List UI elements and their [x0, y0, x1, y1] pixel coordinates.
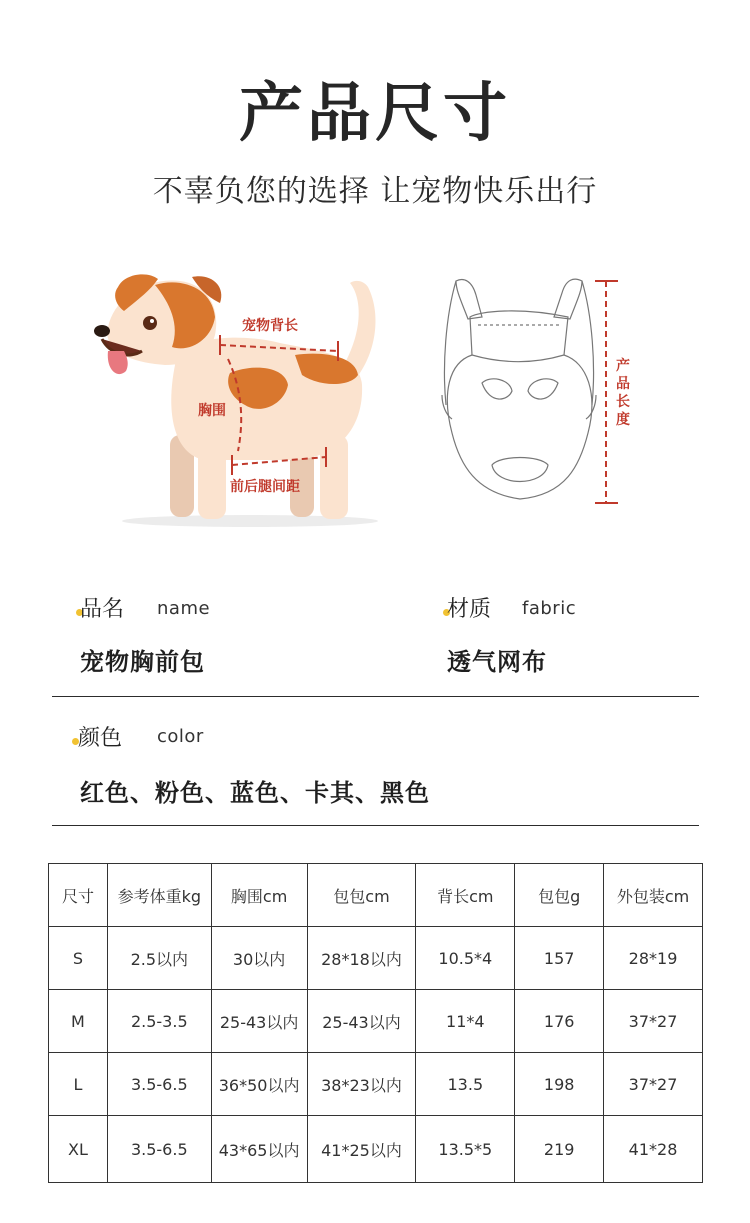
table-cell: 13.5: [416, 1053, 515, 1116]
size-illustration: [80, 255, 680, 545]
table-cell: 38*23以内: [307, 1053, 416, 1116]
bag-length-char-1: 产: [616, 358, 630, 374]
page-subtitle: 不辜负您的选择 让宠物快乐出行: [152, 174, 598, 209]
name-label-en: name: [157, 598, 211, 619]
table-row: [49, 1053, 703, 1116]
fabric-label-en: fabric: [522, 598, 577, 619]
page-title: 产品尺寸: [239, 77, 511, 151]
table-cell: 10.5*4: [416, 927, 515, 990]
table-cell: 30以内: [211, 927, 307, 990]
divider-1: [52, 696, 699, 697]
header-bag-weight: 包包g: [515, 864, 604, 927]
dog-nose: [94, 325, 110, 337]
table-row: [49, 1116, 703, 1183]
table-cell: 3.5-6.5: [107, 1116, 211, 1183]
table-header-row: [49, 864, 703, 927]
header-size: 尺寸: [49, 864, 108, 927]
header-weight: 参考体重kg: [107, 864, 211, 927]
table-cell: M: [49, 990, 108, 1053]
fabric-label: 材质: [447, 597, 492, 622]
table-cell: 2.5以内: [107, 927, 211, 990]
table-cell: 3.5-6.5: [107, 1053, 211, 1116]
header-package: 外包装cm: [604, 864, 703, 927]
table-cell: 13.5*5: [416, 1116, 515, 1183]
back-length-label: 宠物背长: [242, 318, 298, 334]
table-cell: 28*19: [604, 927, 703, 990]
header-chest: 胸围cm: [211, 864, 307, 927]
header-bag-size: 包包cm: [307, 864, 416, 927]
table-cell: 28*18以内: [307, 927, 416, 990]
dog-eye: [143, 316, 157, 330]
table-cell: 219: [515, 1116, 604, 1183]
chest-label: 胸围: [198, 403, 226, 419]
table-cell: 176: [515, 990, 604, 1053]
color-value: 红色、粉色、蓝色、卡其、黑色: [80, 779, 430, 807]
color-label-en: color: [157, 726, 204, 747]
name-label: 品名: [80, 597, 125, 622]
size-table: [48, 863, 703, 1183]
table-cell: S: [49, 927, 108, 990]
divider-2: [52, 825, 699, 826]
table-cell: 37*27: [604, 1053, 703, 1116]
dog-tongue: [108, 351, 128, 374]
table-cell: 37*27: [604, 990, 703, 1053]
table-cell: 198: [515, 1053, 604, 1116]
bag-length-char-4: 度: [616, 412, 630, 428]
table-cell: 41*25以内: [307, 1116, 416, 1183]
table-cell: L: [49, 1053, 108, 1116]
name-value: 宠物胸前包: [80, 648, 205, 676]
table-cell: 25-43以内: [307, 990, 416, 1053]
table-cell: 36*50以内: [211, 1053, 307, 1116]
carrier-bag-drawing: [442, 279, 596, 499]
fabric-value: 透气网布: [447, 648, 547, 676]
bag-length-char-2: 品: [616, 376, 630, 392]
header-back-length: 背长cm: [416, 864, 515, 927]
table-cell: XL: [49, 1116, 108, 1183]
table-cell: 43*65以内: [211, 1116, 307, 1183]
table-row: [49, 990, 703, 1053]
table-cell: 41*28: [604, 1116, 703, 1183]
table-cell: 11*4: [416, 990, 515, 1053]
table-row: [49, 927, 703, 990]
bag-length-char-3: 长: [616, 394, 630, 410]
leg-distance-label: 前后腿间距: [230, 479, 300, 495]
color-label: 颜色: [78, 726, 123, 751]
table-cell: 157: [515, 927, 604, 990]
table-cell: 2.5-3.5: [107, 990, 211, 1053]
table-cell: 25-43以内: [211, 990, 307, 1053]
